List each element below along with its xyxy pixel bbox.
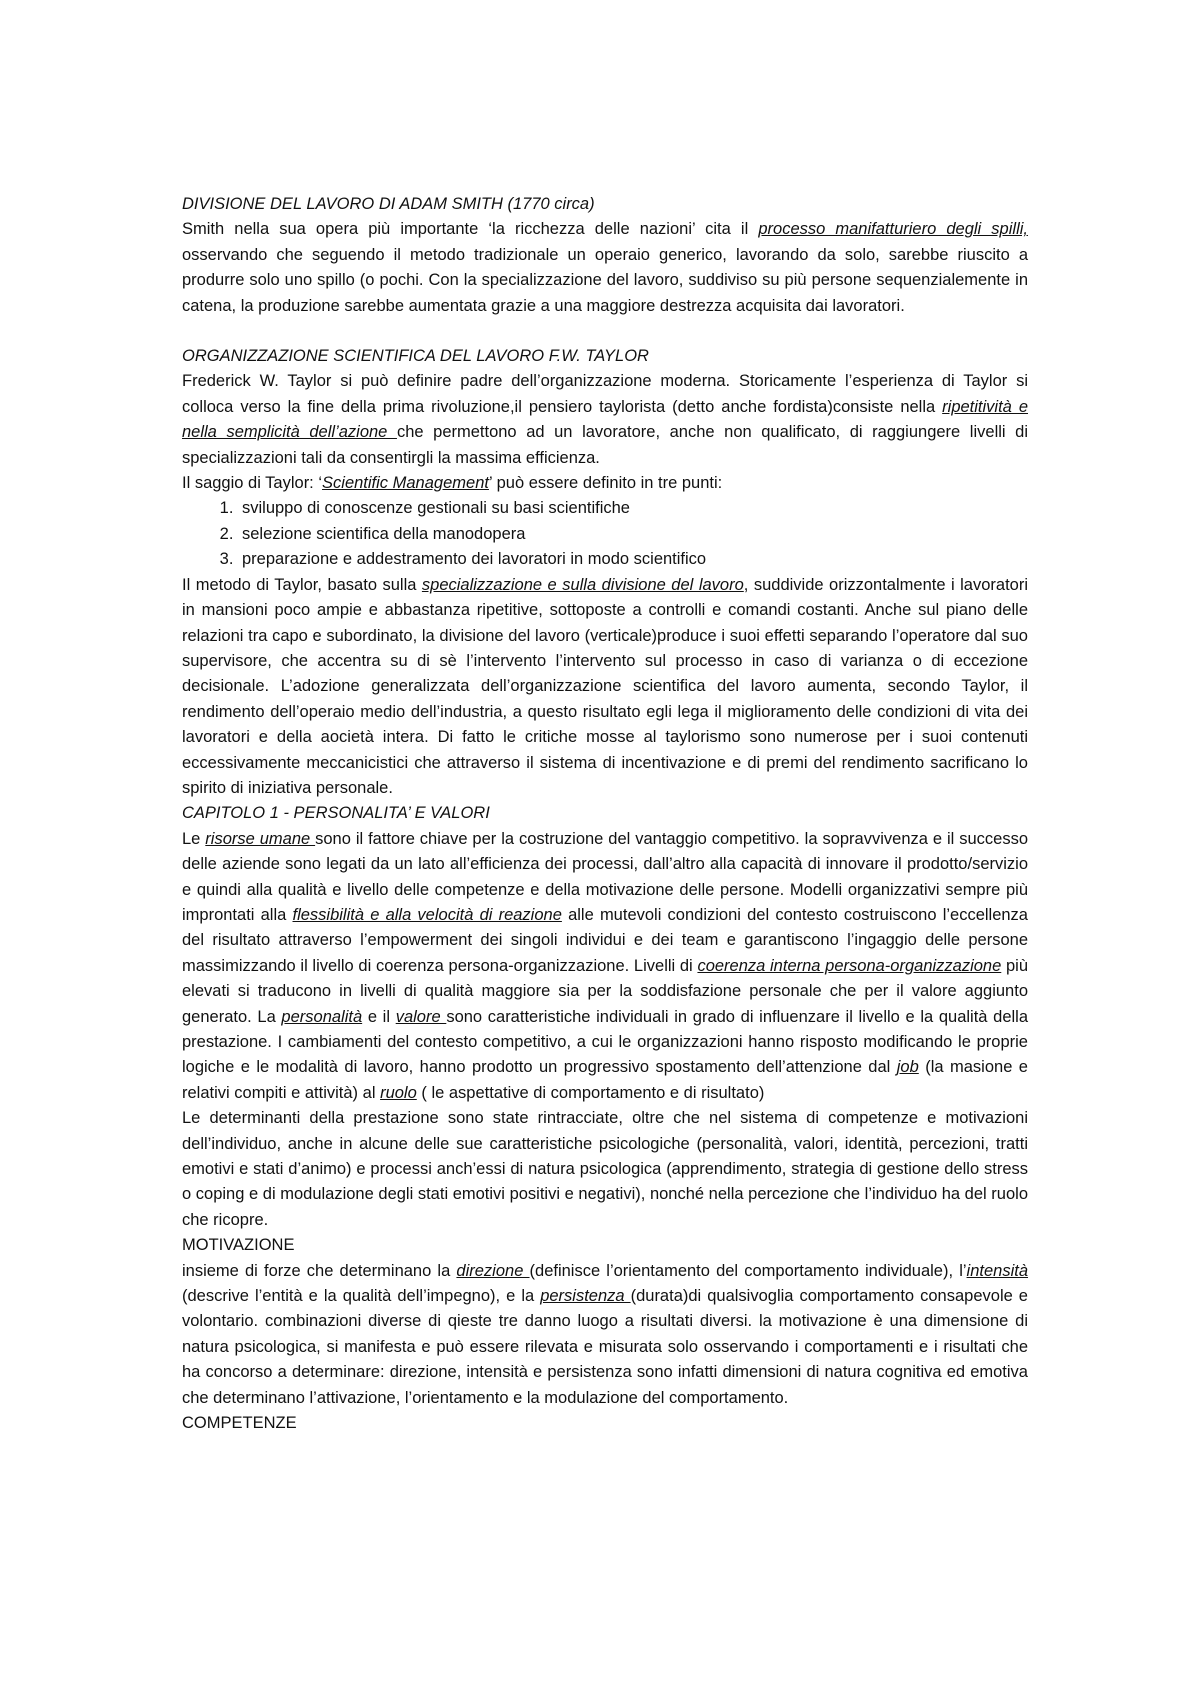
text-run: Frederick W. Taylor si può definire padre dell’organizzazione moderna. Storicamente l’esperienza di Taylor si colloca verso la fine della prima rivoluzione,il pensiero taylorista (detto anche fordista)consiste nella bbox=[182, 372, 1028, 416]
section-title-capitolo: CAPITOLO 1 - PERSONALITA’ E VALORI bbox=[182, 804, 490, 823]
text-run: insieme di forze che determinano la bbox=[182, 1261, 457, 1280]
underlined-term: flessibilità e alla velocità di reazione bbox=[292, 905, 562, 924]
list-item: 2. selezione scientifica della manodopera bbox=[238, 522, 1028, 547]
paragraph-taylor-intro bbox=[182, 369, 1028, 471]
text-run: e il bbox=[362, 1007, 396, 1026]
text-run: che permettono ad un lavoratore, anche non qualificato, di raggiungere livelli di specializzazioni tali da consentirgli la massima efficienza. bbox=[182, 423, 1028, 467]
section-title-motivazione: MOTIVAZIONE bbox=[182, 1236, 295, 1255]
paragraph-motivazione bbox=[182, 1259, 1028, 1411]
underlined-term: intensità bbox=[966, 1261, 1029, 1280]
list-item: 3. preparazione e addestramento dei lavoratori in modo scientifico bbox=[238, 547, 1028, 572]
section-title-smith: DIVISIONE DEL LAVORO DI ADAM SMITH (1770 circa) bbox=[182, 195, 595, 213]
text-run: alle mutevoli condizioni del contesto costruiscono l’eccellenza del risultato attraverso l’empowerment dei singoli individui e dei team e garantiscono l’ingaggio delle persone massimizzando il livello di coerenza persona-organizzazione. Livelli di bbox=[182, 905, 1028, 975]
underlined-term: Scientific Management bbox=[322, 474, 489, 493]
spacer bbox=[182, 319, 1028, 344]
paragraph-taylor-metodo bbox=[182, 573, 1028, 802]
underlined-term: persistenza bbox=[540, 1287, 631, 1306]
underlined-term: valore bbox=[395, 1007, 447, 1026]
text-run: sono il fattore chiave per la costruzione del vantaggio competitivo. la sopravvivenza e il successo delle aziende sono legati da un lato all’efficienza dei processi, dall’altro alla capacità di innovare il prodotto/servizio e quindi alla qualità e livello delle competenze e della motivazione delle persone. Modelli organizzativi sempre più improntati alla bbox=[182, 829, 1029, 924]
text-run: (la masione e relativi compiti e attività) al bbox=[182, 1058, 1028, 1102]
text-run: (durata)di qualsivoglia comportamento consapevole e volontario. combinazioni diverse di qieste tre danno luogo a risultati diversi. la motivazione è una dimensione di natura psicologica, si manifesta e può essere rilevata e misurata solo osservando i comportamenti e i risultati che ha concorso a determinare: direzione, intensità e persistenza sono infatti dimensioni di natura cognitiva ed emotiva che determinano l’attivazione, l’orientamento e la modulazione del comportamento. bbox=[182, 1287, 1028, 1407]
text-run: Il saggio di Taylor: ‘ bbox=[182, 474, 323, 493]
text-run: ’ può essere definito in tre punti: bbox=[488, 474, 723, 493]
paragraph-risorse-umane bbox=[182, 827, 1028, 1106]
text-run: (definisce l’orientamento del comportamento individuale), l’ bbox=[529, 1261, 967, 1280]
section-title-competenze: COMPETENZE bbox=[182, 1414, 297, 1433]
underlined-term: processo manifatturiero degli spilli, bbox=[758, 220, 1028, 239]
document-page bbox=[182, 192, 1028, 1437]
text-run: Smith nella sua opera più importante ‘la ricchezza delle nazioni’ cita il bbox=[182, 220, 759, 239]
section-title-taylor: ORGANIZZAZIONE SCIENTIFICA DEL LAVORO F.W. TAYLOR bbox=[182, 347, 649, 366]
underlined-term: specializzazione e sulla divisione del lavoro bbox=[421, 575, 744, 594]
underlined-term: job bbox=[896, 1058, 919, 1077]
text-run: osservando che seguendo il metodo tradizionale un operaio generico, lavorando da solo, sarebbe riuscito a produrre solo uno spillo (o pochi. Con la specializzazione del lavoro, suddiviso su più persone sequenzialemente in catena, la produzione sarebbe aumentata grazie a una maggiore destrezza acquisita dai lavoratori. bbox=[182, 245, 1028, 315]
text-run: ( le aspettative di comportamento e di risultato) bbox=[416, 1083, 765, 1102]
underlined-term: risorse umane bbox=[205, 829, 316, 848]
paragraph-smith bbox=[182, 217, 1028, 319]
list-item: 1. sviluppo di conoscenze gestionali su basi scientifiche bbox=[238, 496, 1028, 521]
text-run: , suddivide orizzontalmente i lavoratori in mansioni poco ampie e abbastanza ripetitive, sottoposte a controlli e comandi costanti. Anche sul piano delle relazioni tra capo e subordinato, la divisione del lavoro (verticale)produce i suoi effetti separando l’operatore dal suo supervisore, che accentra su di sè l’intervento l’intervento sul processo in caso di varianza o di eccezione decisionale. L’adozione generalizzata dell’organizzazione scientifica del lavoro aumenta, secondo Taylor, il rendimento dell’operaio medio dell’industria, a questo risultato egli lega il miglioramento delle condizioni di vita dei lavoratori e della aocietà intera. Di fatto le critiche mosse al taylorismo sono numerose per i suoi contenuti eccessivamente meccanicistici che attraverso il sistema di incentivazione e di premi del rendimento sacrificano lo spirito di iniziativa personale. bbox=[182, 575, 1029, 797]
underlined-term: ripetitività e nella semplicità dell’azione bbox=[182, 397, 1028, 442]
text-run: Il metodo di Taylor, basato sulla bbox=[182, 575, 422, 594]
text-run: Le bbox=[182, 829, 206, 848]
text-run: più elevati si traducono in livelli di qualità maggiore sia per la soddisfazione personale che per il valore aggiunto generato. La bbox=[182, 956, 1029, 1026]
text-run: (descrive l’entità e la qualità dell’impegno), e la bbox=[182, 1287, 541, 1306]
underlined-term: direzione bbox=[456, 1261, 530, 1280]
underlined-term: ruolo bbox=[380, 1083, 417, 1102]
paragraph-taylor-saggio bbox=[182, 471, 1028, 496]
numbered-list bbox=[182, 496, 1028, 572]
paragraph-determinanti: Le determinanti della prestazione sono state rintracciate, oltre che nel sistema di competenze e motivazioni dell’individuo, anche in alcune delle sue caratteristiche psicologiche (personalità, valori, identità, percezioni, tratti emotivi e stati d’animo) e processi anch’essi di natura psicologica (apprendimento, strategia di gestione dello stress o coping e di modulazione degli stati emotivi positivi e negativi), nonché nella percezione che l’individuo ha del ruolo che ricopre. bbox=[182, 1109, 1028, 1229]
text-run: sono caratteristiche individuali in grado di influenzare il livello e la qualità della prestazione. I cambiamenti del contesto competitivo, a cui le organizzazioni hanno risposto modificando le proprie logiche e le modalità di lavoro, hanno prodotto un progressivo spostamento dell’attenzione dal bbox=[182, 1007, 1029, 1077]
underlined-term: coerenza interna persona-organizzazione bbox=[697, 956, 1002, 975]
underlined-term: personalità bbox=[281, 1007, 363, 1026]
